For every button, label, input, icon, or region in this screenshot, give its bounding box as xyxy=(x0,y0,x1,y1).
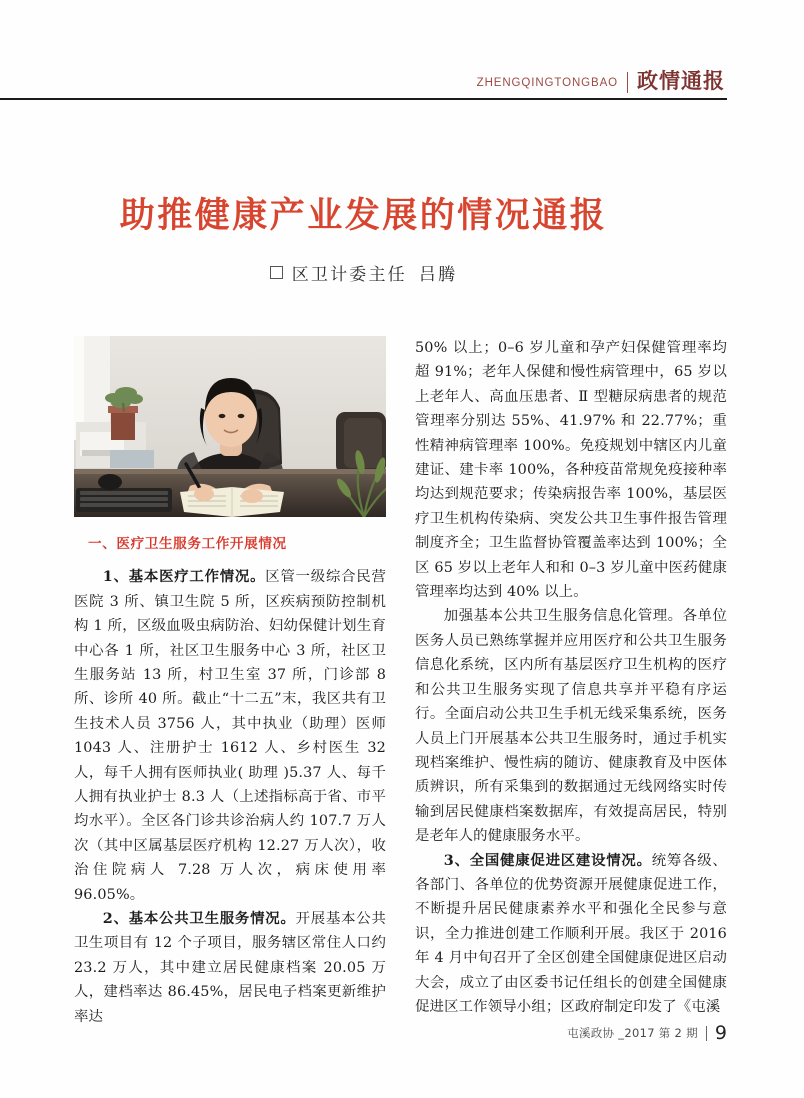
paragraph-text: 50% 以上；0–6 岁儿童和孕产妇保健管理率均超 91%；老年人保健和慢性病管理中，65 岁以上老年人、高血压患者、Ⅱ 型糖尿病患者的规范管理率分别达 55%、41.97% 和 22.77%；重性精神病管理率 100%。免疫规划中辖区内儿童建证、建卡率 100%，各种疫苗常规免疫接种率均达到规范要求；传染病报告率 100%，基层医疗卫生机构传染病、突发公共卫生事件报告管理制度齐全；卫生监督协管覆盖率达到 100%；全区 65 岁以上老年人和和 0–3 岁儿童中医药健康管理率均达到 40% 以上。 xyxy=(415,340,727,601)
paragraph xyxy=(74,907,386,1029)
paragraph xyxy=(415,336,727,604)
footer-source: 屯溪政协 _2017 第 2 期 xyxy=(567,1026,698,1040)
paragraph xyxy=(74,565,386,907)
paragraph-text: 开展基本公共卫生项目有 12 个子项目，服务辖区常住人口约 23.2 万人，其中建立居民健康档案 20.05 万人，建档率达 86.45%，居民电子档案更新维护率达 xyxy=(74,911,386,1025)
photo-illustration xyxy=(74,336,386,517)
paragraph-text: 加强基本公共卫生服务信息化管理。各单位医务人员已熟练掌握并应用医疗和公共卫生服务信息化系统，区内所有基层医疗卫生机构的医疗和公共卫生服务实现了信息共享并平稳有序运行。全面启动公共卫生手机无线采集系统，医务人员上门开展基本公共卫生服务时，通过手机实现档案维护、慢性病的随访、健康教育及中医体质辨识，所有采集到的数据通过无线网络实时传输到居民健康档案数据库，有效提高居民，特别是老年人的健康服务水平。 xyxy=(415,608,727,845)
paragraph-lead: 3、全国健康促进区建设情况。 xyxy=(443,851,652,869)
page-number: 9 xyxy=(714,1022,727,1044)
paragraph xyxy=(415,849,727,1020)
column-right xyxy=(415,336,727,1015)
byline xyxy=(0,260,727,285)
page-footer xyxy=(0,1022,727,1044)
paragraph-lead: 1、基本医疗工作情况。 xyxy=(102,568,266,586)
header-section-title: 政情通报 xyxy=(637,68,725,93)
page-title: 助推健康产业发展的情况通报 xyxy=(119,196,608,236)
running-header xyxy=(0,58,727,100)
paragraph-lead: 2、基本公共卫生服务情况。 xyxy=(102,910,296,928)
bullet-square-icon xyxy=(270,266,283,279)
byline-role: 区卫计委主任 xyxy=(291,265,407,285)
section-heading: 一、医疗卫生服务工作开展情况 xyxy=(88,536,287,552)
article-body xyxy=(74,336,727,1025)
header-pinyin: ZHENGQINGTONGBAO xyxy=(476,77,618,89)
article-photo xyxy=(74,336,386,517)
column-left xyxy=(74,336,387,1025)
footer-divider xyxy=(706,1026,707,1041)
paragraph-text: 统筹各级、各部门、各单位的优势资源开展健康促进工作，不断提升居民健康素养水平和强化全民参与意识，全力推进创建工作顺利开展。我区于 2016 年 4 月中旬召开了全区创建全国健康促进区启动大会，成立了由区委书记任组长的创建全国健康促进区工作领导小组；区政府制定印发了《屯溪 xyxy=(415,852,727,1015)
paragraph-text: 区管一级综合民营医院 3 所、镇卫生院 5 所，区疾病预防控制机构 1 所，区级血吸虫病防治、妇幼保健计划生育中心各 1 所，社区卫生服务中心 3 所，社区卫生服务站 13 所，村卫生室 37 所，门诊部 8 所、诊所 40 所。截止“十二五”末，我区共有卫生技术人员 3756 人，其中执业（助理）医师 1043 人、注册护士 1612 人、乡村医生 32 人，每千人拥有医师执业( 助理 )5.37 人、每千人拥有执业护士 8.3 人（上述指标高于省、市平均水平）。全区各门诊共诊治病人约 107.7 万人次（其中区属基层医疗机构 12.27 万人次），收治住院病人 7.28 万人次，病床使用率 96.05%。 xyxy=(74,569,387,903)
byline-author: 吕腾 xyxy=(418,265,458,285)
paragraph xyxy=(415,604,727,848)
header-divider xyxy=(627,72,628,93)
